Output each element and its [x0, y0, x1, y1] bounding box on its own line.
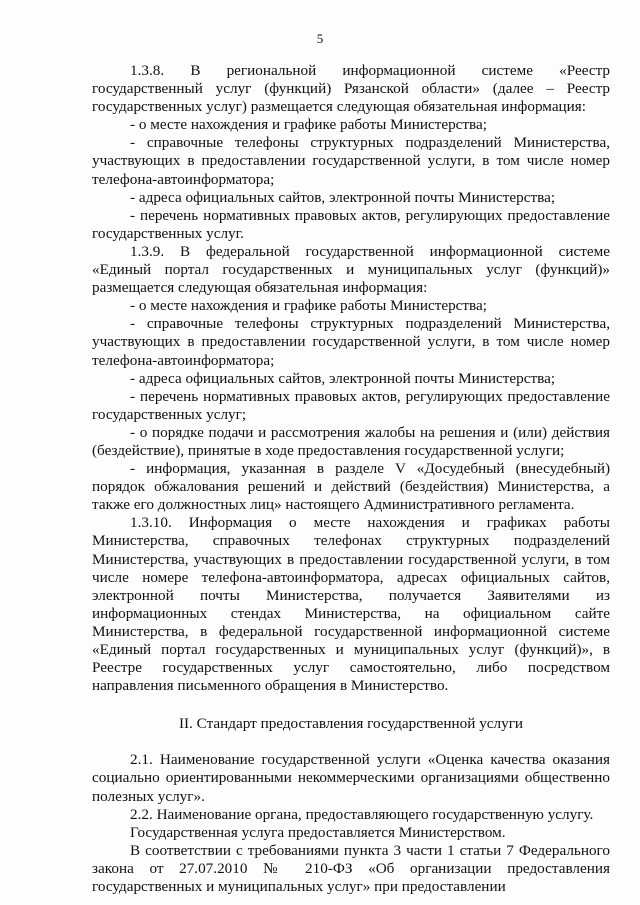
document-body	[92, 62, 610, 896]
paragraph-provider: Государственная услуга предоставляется Министерством.	[130, 823, 506, 841]
list-item: - о месте нахождения и графике работы Министерства;	[130, 297, 487, 315]
list-item: - информация, указанная в разделе V «Досудебный (внесудебный) порядок обжалования решений и действий (бездействия) Министерства, а также его должностных лиц» настоящего Административного регламента.	[92, 460, 610, 514]
list-item: - справочные телефоны структурных подразделений Министерства, участвующих в предоставлении государственной услуги, в том числе номер телефона-автоинформатора;	[92, 315, 610, 369]
page-number: 5	[316, 31, 324, 46]
section-title: II. Стандарт предоставления государственной услуги	[178, 715, 524, 733]
paragraph-law-reference: В соответствии с требованиями пункта 3 части 1 статьи 7 Федерального закона от 27.07.2010 № 210-ФЗ «Об организации предоставления государственных и муниципальных услуг» при предоставлении	[92, 841, 610, 896]
list-item: - перечень нормативных правовых актов, регулирующих предоставление государственных услуг.	[92, 206, 610, 242]
paragraph-1-3-8: 1.3.8. В региональной информационной системе «Реестр государственный услуг (функций) Рязанской области» (далее – Реестр государственных услуг) размещается следующая обязательная информация:	[92, 62, 610, 116]
list-item: - перечень нормативных правовых актов, регулирующих предоставление государственных услуг;	[92, 387, 610, 423]
paragraph-2-2: 2.2. Наименование органа, предоставляющего государственную услугу.	[130, 805, 594, 823]
list-item: - справочные телефоны структурных подразделений Министерства, участвующих в предоставлении государственной услуги, в том числе номер телефона-автоинформатора;	[92, 134, 610, 188]
paragraph-1-3-9: 1.3.9. В федеральной государственной информационной системе «Единый портал государственных и муниципальных услуг (функций)» размещается следующая обязательная информация:	[92, 242, 610, 297]
list-item: - о порядке подачи и рассмотрения жалобы на решения и (или) действия (бездействие), принятые в ходе предоставления государственной услуги;	[92, 423, 610, 459]
paragraph-1-3-10: 1.3.10. Информация о месте нахождения и графиках работы Министерства, справочных телефонах структурных подразделений Министерства, участвующих в предоставлении государственной услуги, в том числе номере телефона-автоинформатора, адресах официальных сайтов, электронной почты Министерства, получается Заявителями из информационных стендах Министерства, на официальном сайте Министерства, в федеральной государственной информационной системе «Единый портал государственных и муниципальных услуг (функций)», в Реестре государственных услуг самостоятельно, либо посредством направления письменного обращения в Министерство.	[92, 514, 610, 695]
list-item: - о месте нахождения и графике работы Министерства;	[130, 116, 487, 134]
list-item: - адреса официальных сайтов, электронной почты Министерства;	[130, 369, 556, 387]
paragraph-2-1: 2.1. Наименование государственной услуги «Оценка качества оказания социально ориентированными некоммерческими организациями общественно полезных услуг».	[92, 751, 610, 805]
list-item: - адреса официальных сайтов, электронной почты Министерства;	[130, 188, 556, 206]
